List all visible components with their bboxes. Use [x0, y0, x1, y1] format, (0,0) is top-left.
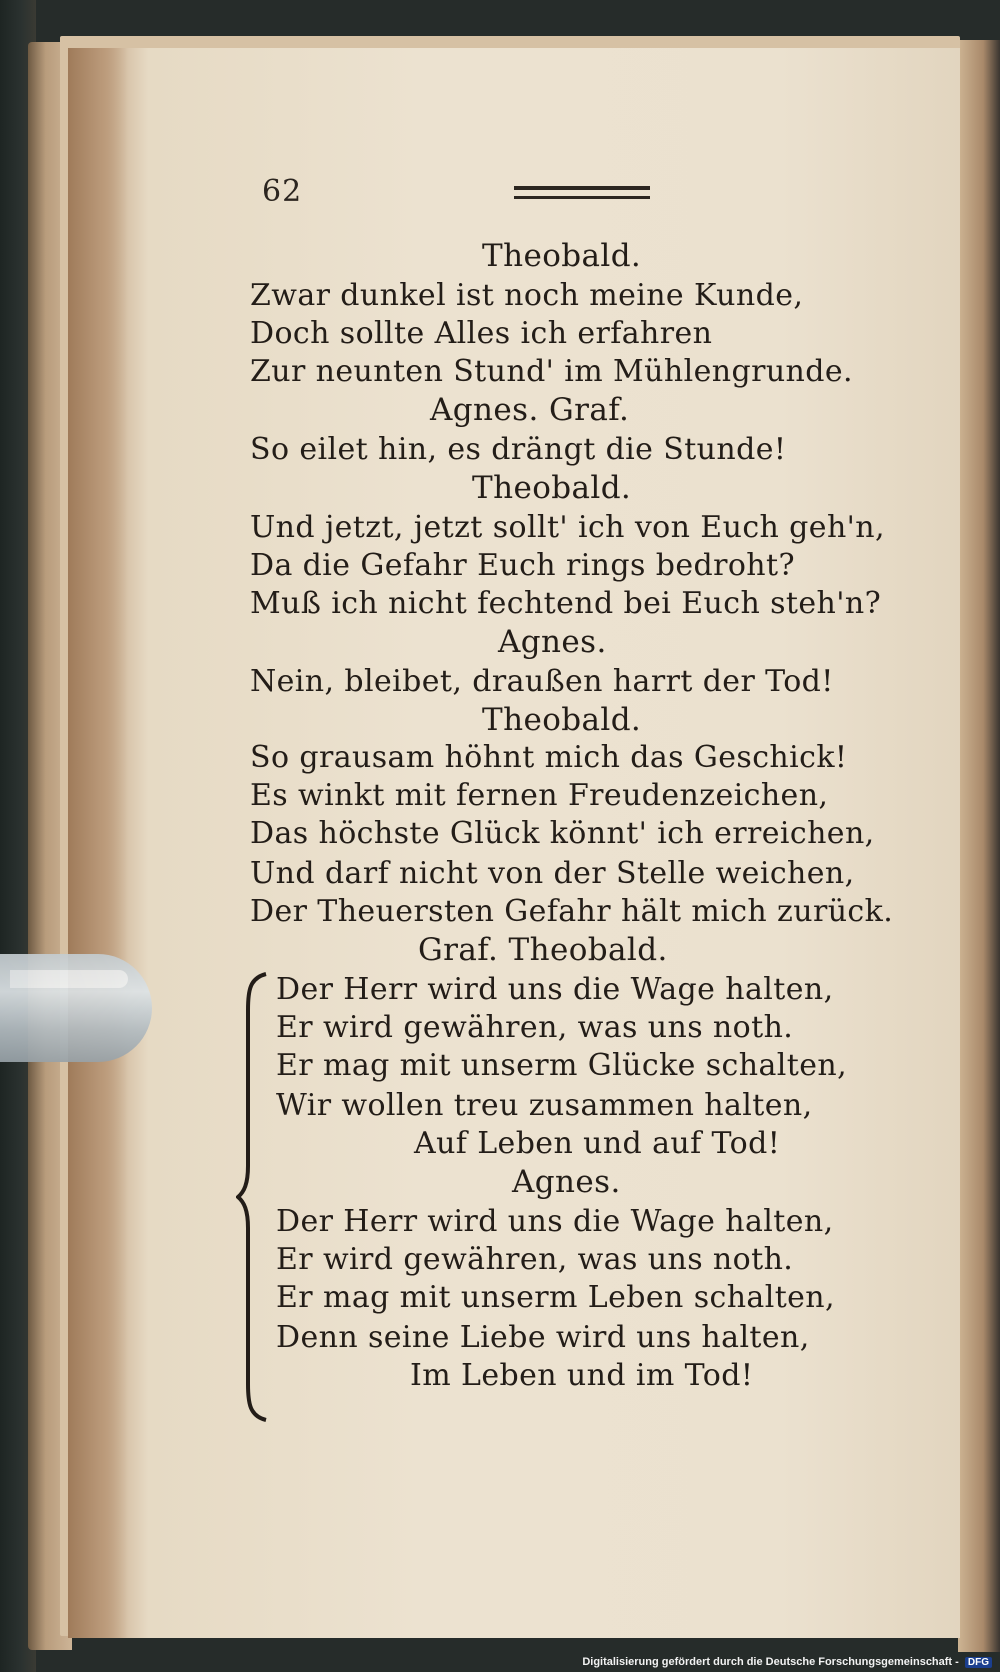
verse-line: So eilet hin, es drängt die Stunde!	[250, 432, 787, 467]
header-rule-lower	[514, 196, 650, 199]
verse-line: Zur neunten Stund' im Mühlengrunde.	[250, 354, 853, 389]
verse-line: Es winkt mit fernen Freudenzeichen,	[250, 778, 829, 813]
verse-line: Und jetzt, jetzt sollt' ich von Euch geh'n,	[250, 510, 885, 545]
verse-line: Und darf nicht von der Stelle weichen,	[250, 856, 855, 891]
dfg-logo: DFG	[965, 1657, 992, 1668]
verse-line: Er wird gewähren, was uns noth.	[276, 1242, 794, 1277]
verse-line: Auf Leben und auf Tod!	[414, 1126, 781, 1161]
verse-line: So grausam höhnt mich das Geschick!	[250, 740, 848, 775]
curly-brace	[236, 970, 270, 1424]
page-gutter	[68, 48, 128, 1638]
verse-line: Der Theuersten Gefahr hält mich zurück.	[250, 894, 894, 929]
verse-line: Wir wollen treu zusammen halten,	[276, 1088, 813, 1123]
verse-line: Muß ich nicht fechtend bei Euch steh'n?	[250, 586, 882, 621]
footer-credit	[582, 1656, 992, 1668]
speaker-line: Agnes. Graf.	[430, 392, 630, 428]
speaker-line: Theobald.	[472, 470, 632, 506]
verse-line: Er mag mit unserm Glücke schalten,	[276, 1048, 848, 1083]
verse-line: Im Leben und im Tod!	[410, 1358, 754, 1393]
thumb-clip	[0, 954, 152, 1062]
verse-line: Der Herr wird uns die Wage halten,	[276, 972, 834, 1007]
right-cover-edge	[958, 40, 1000, 1652]
verse-line: Doch sollte Alles ich erfahren	[250, 316, 713, 351]
verse-line: Das höchste Glück könnt' ich erreichen,	[250, 816, 875, 851]
speaker-line: Agnes.	[498, 624, 607, 660]
page-number: 62	[262, 174, 303, 209]
verse-line: Da die Gefahr Euch rings bedroht?	[250, 548, 795, 583]
speaker-line: Agnes.	[512, 1164, 621, 1200]
verse-line: Er wird gewähren, was uns noth.	[276, 1010, 794, 1045]
verse-line: Er mag mit unserm Leben schalten,	[276, 1280, 835, 1315]
verse-line: Zwar dunkel ist noch meine Kunde,	[250, 278, 804, 313]
header-rule	[514, 186, 650, 190]
footer-credit-text: Digitalisierung gefördert durch die Deutsche Forschungsgemeinschaft -	[582, 1656, 959, 1668]
verse-line: Der Herr wird uns die Wage halten,	[276, 1204, 834, 1239]
speaker-line: Theobald.	[482, 702, 642, 738]
verse-line: Denn seine Liebe wird uns halten,	[276, 1320, 810, 1355]
speaker-line: Theobald.	[482, 238, 642, 274]
speaker-line: Graf. Theobald.	[418, 932, 668, 968]
verse-line: Nein, bleibet, draußen harrt der Tod!	[250, 664, 834, 699]
